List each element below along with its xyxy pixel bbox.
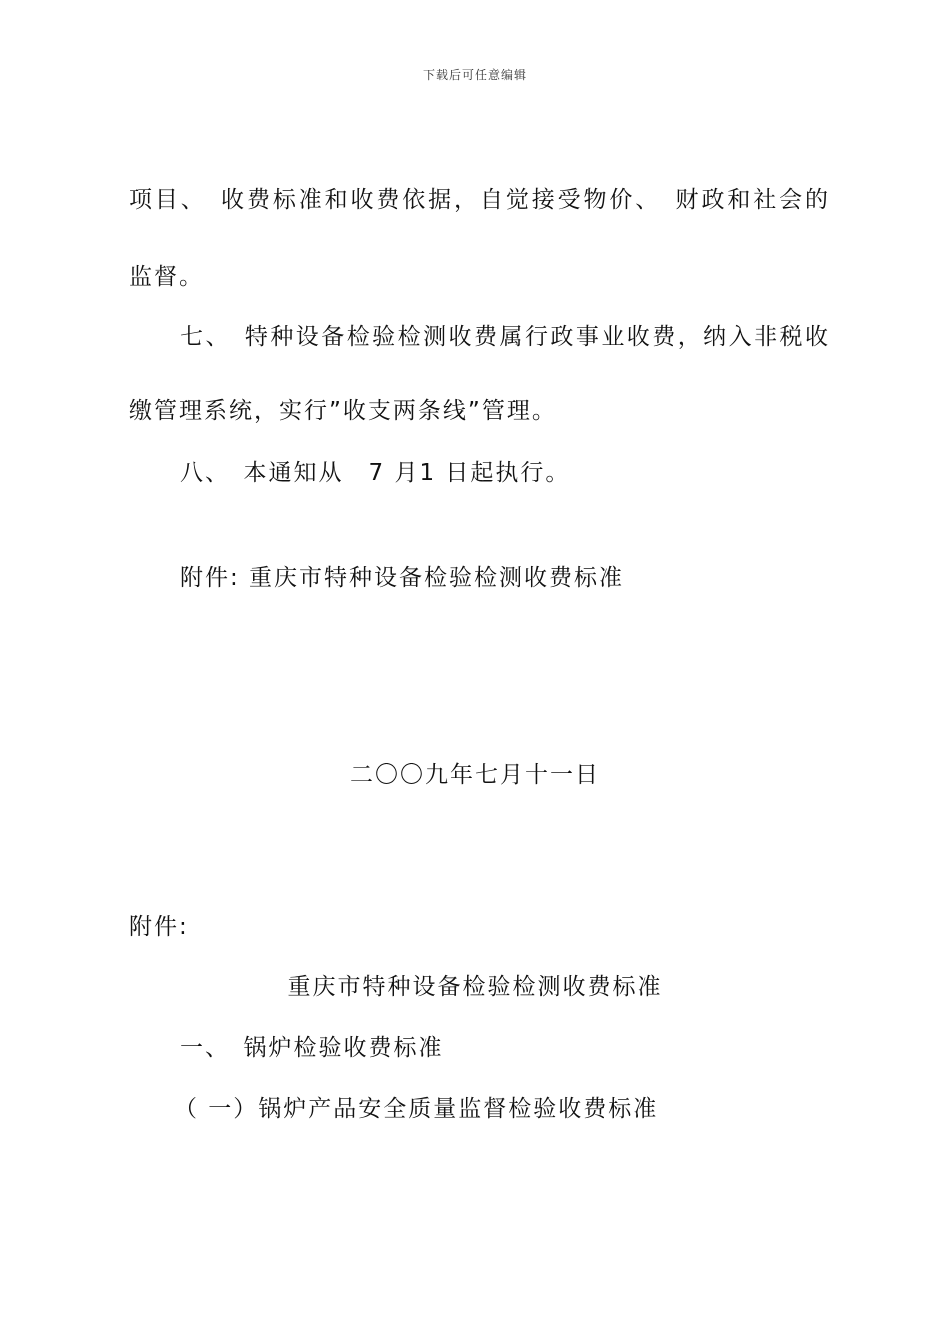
paragraph-6-line-2: 监督。 bbox=[129, 264, 204, 290]
section-1-heading: 一、 锅炉检验收费标准 bbox=[180, 1035, 444, 1061]
issue-date: 二〇〇九年七月十一日 bbox=[350, 762, 600, 788]
paragraph-8: 八、 本通知从 7 月1 日起执行。 bbox=[180, 460, 571, 486]
page-header-note: 下载后可任意编辑 bbox=[422, 68, 527, 82]
paragraph-7-line-1: 七、 特种设备检验检测收费属行政事业收费，纳入非税收 bbox=[180, 324, 830, 350]
paragraph-7-line-2: 缴管理系统，实行”收支两条线”管理。 bbox=[129, 398, 557, 424]
paragraph-6-line-1: 项目、 收费标准和收费依据，自觉接受物价、 财政和社会的 bbox=[129, 187, 830, 213]
attachment-reference: 附件: 重庆市特种设备检验检测收费标准 bbox=[180, 565, 625, 591]
attachment-label: 附件: bbox=[129, 914, 189, 940]
subsection-1-heading: （ 一）锅炉产品安全质量监督检验收费标准 bbox=[174, 1096, 659, 1122]
attachment-title: 重庆市特种设备检验检测收费标准 bbox=[287, 974, 663, 1000]
